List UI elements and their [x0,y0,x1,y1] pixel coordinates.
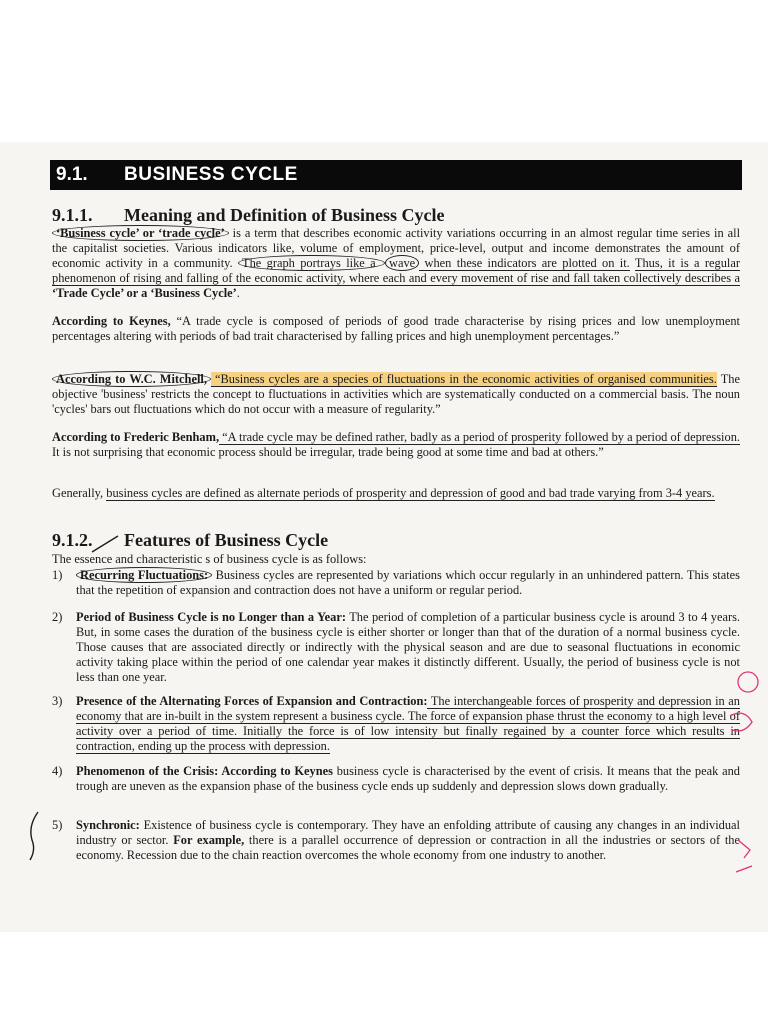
feature-item: 1) Recurring Fluctuations: Business cycles are represented by variations which occur regularly in an unhindered pattern. This states that the repetition of expansion and contraction does not have a uniform or regular period. [52,568,741,597]
feature-item: 4) Phenomenon of the Crisis: According to Keynes business cycle is characterised by the event of crisis. It means that the peak and trough are uneven as the expansion phase of the business cycle ends up suddenly and depression slows down gradually. [52,764,740,793]
feature-index: 3) [52,694,63,708]
feature-index: 5) [52,818,63,832]
section-banner [50,160,742,190]
feature-index: 4) [52,764,63,778]
general-definition: Generally, business cycles are defined as alternate periods of prosperity and depression of good and bad trade varying from 3-4 years. [52,486,715,500]
mitchell-label: According to W.C. Mitchell, [52,371,211,387]
wave-word: wave [385,255,419,271]
feature-item: 3) Presence of the Alternating Forces of Expansion and Contraction: The interchangeable forces of prosperity and depression in an economy that are in-built in the system represent a business cycle. The force of expansion phase thrust the economy to a high level of activity over a period of time. Initially the force is of low intensity but finally regained by a counter force which results in contraction, ending up the process with depression. [52,694,740,753]
features-heading [52,530,328,551]
general-underlined: business cycles are defined as alternate periods of prosperity and depression of good and bad trade varying from 3-4 years. [106,486,715,500]
meaning-heading [52,205,445,226]
benham-label: According to Frederic Benham, [52,430,220,444]
feature-heading: Recurring Fluctuations: [76,567,212,583]
meaning-paragraph: ‘Business cycle’ or ‘trade cycle’ is a term that describes economic activity variations occurring in an almost regular time series in all the capitalist societies. Various indicators like, volume of employment, price-level, output and income demonstrates the amount of economic activity in a community. The graph portrays like a wave when these indicators are plotted on it. Thus, it is a regular phenomenon of rising and falling of the economic activity, where each and every movement of rise and fall taken collectively describes a ‘Trade Cycle’ or a ‘Business Cycle’. [52,226,741,300]
mitchell-definition: According to W.C. Mitchell, “Business cycles are a species of fluctuations in the economic activities of organised communities. The objective 'business' restricts the concept to fluctuations in activities which are systematically conducted on a commercial basis. The noun 'cycles' bars out fluctuations which do not occur with a measure of regularity.” [52,372,740,416]
features-number: 9.1.2. [52,530,93,550]
feature-index: 1) [52,568,63,582]
business-cycle-term: ‘Business cycle’ or ‘trade cycle’ [52,225,229,241]
feature-heading: Period of Business Cycle is no Longer than a Year: [76,610,346,624]
benham-definition: According to Frederic Benham, “A trade cycle may be defined rather, badly as a period of prosperity followed by a period of depression. It is not surprising that economic process should be irregular, trade being good at some time and bad at others.” [52,430,740,459]
feature-heading: Presence of the Alternating Forces of Expansion and Contraction: [76,694,428,708]
feature-item: 2) Period of Business Cycle is no Longer than a Year: The period of completion of a particular business cycle is around 3 to 4 years. But, in some cases the duration of the business cycle is either shorter or longer than that of the duration of a normal business cycle. Those causes that are associated directly or indirectly with the physical season and are due to seasonal fluctuations in economic activity taking place within the period of one calendar year makes it distinctly different. Usually, the period of business cycle is not less than one year. [52,610,740,684]
keynes-label: According to Keynes, [52,314,171,328]
features-intro: The essence and characteristic s of business cycle is as follows: [52,552,367,566]
feature-item: 5) Synchronic: Existence of business cycle is contemporary. They have an enfolding attribute of causing any changes in an individual industry or sector. For example, there is a parallel occurrence of depression or contraction in all the industries or sectors of the economy. Recession due to the chain reaction overcomes the whole economy from one industry to another. [52,818,741,862]
feature-heading: Phenomenon of the Crisis: According to Keynes [76,764,333,778]
features-title: Features of Business Cycle [124,530,329,550]
meaning-title: Meaning and Definition of Business Cycle [124,205,445,225]
benham-underlined: “A trade cycle may be defined rather, badly as a period of prosperity followed by a period of depression. [219,430,740,444]
section-number: 9.1. [56,164,88,185]
keynes-definition: According to Keynes, “A trade cycle is composed of periods of good trade characterise by rising prices and low unemployment percentages altering with periods of bad trait characterised by falling prices and high unemployment percentages.” [52,314,740,343]
mitchell-highlight: “Business cycles are a species of fluctuations in the economic activities of organised communities. [210,372,717,386]
feature-index: 2) [52,610,63,624]
graph-phrase: The graph portrays like a [238,255,385,271]
meaning-number: 9.1.1. [52,205,93,225]
trade-cycle-term: ‘Trade Cycle’ or a ‘Business Cycle’ [52,286,237,300]
feature-heading: Synchronic: [76,818,140,832]
section-title: BUSINESS CYCLE [124,164,298,185]
regular-phenomenon-sentence: Thus, it is a regular phenomenon of rising and falling of the economic activity, where each and every movement of rise and fall taken collectively describes a [52,256,740,285]
